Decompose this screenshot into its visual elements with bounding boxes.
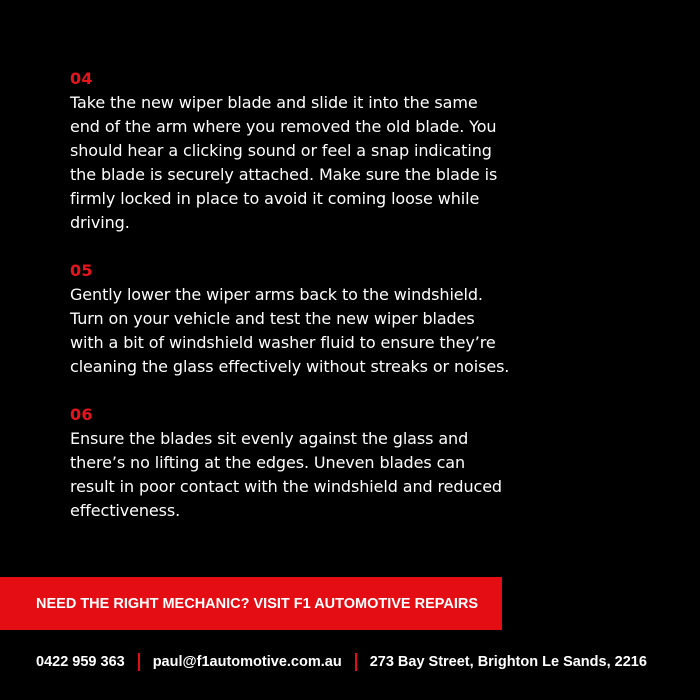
step-description: Ensure the blades sit evenly against the glass and there’s no lifting at the edges. Uneven blades can result in poor contact with the windshield and reduced effectiveness. — [70, 429, 502, 520]
step-number: 05 — [70, 261, 93, 280]
contact-email[interactable]: paul@f1automotive.com.au — [152, 654, 342, 670]
step-number: 06 — [70, 405, 93, 424]
step-item — [70, 403, 510, 523]
step-description: Gently lower the wiper arms back to the windshield. Turn on your vehicle and test the new wiper blades with a bit of windshield washer fluid to ensure they’re cleaning the glass effectively without streaks or noises. — [70, 285, 510, 376]
cta-text: NEED THE RIGHT MECHANIC? VISIT F1 AUTOMOTIVE REPAIRS — [36, 595, 479, 612]
contact-divider — [355, 653, 357, 671]
step-number: 04 — [70, 69, 93, 88]
cta-banner[interactable] — [0, 577, 502, 630]
contact-divider — [138, 653, 140, 671]
steps-list — [70, 67, 510, 547]
contact-bar — [36, 651, 647, 673]
step-item — [70, 67, 510, 235]
contact-phone[interactable]: 0422 959 363 — [36, 654, 125, 670]
contact-address: 273 Bay Street, Brighton Le Sands, 2216 — [369, 654, 647, 670]
step-item — [70, 259, 510, 379]
step-description: Take the new wiper blade and slide it into the same end of the arm where you removed the old blade. You should hear a clicking sound or feel a snap indicating the blade is securely attached. Make sure the blade is firmly locked in place to avoid it coming loose while driving. — [70, 93, 498, 232]
